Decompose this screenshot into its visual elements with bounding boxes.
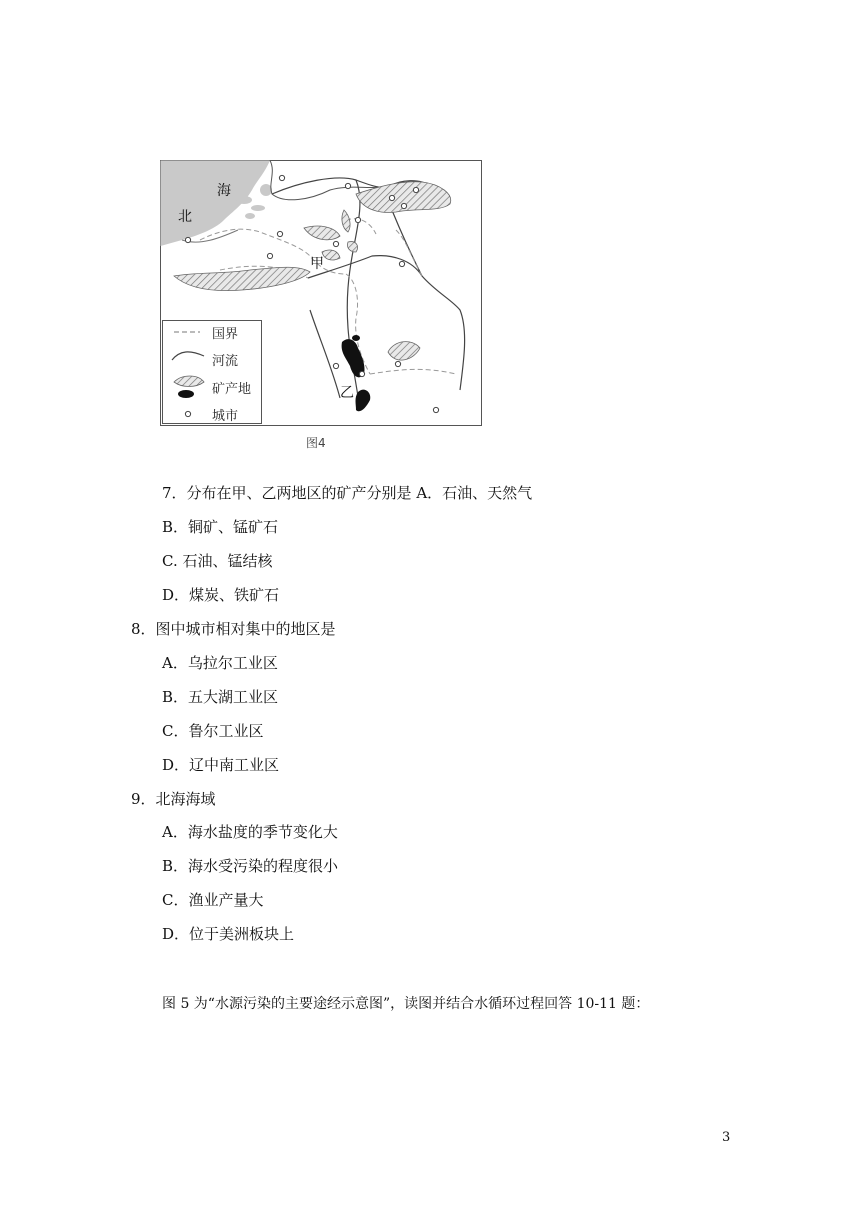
map-figure: [160, 160, 482, 456]
figure-caption: 图4: [306, 436, 326, 450]
question-7-option-b: B．铜矿、锰矿石: [162, 518, 279, 536]
map-drawing: [160, 160, 482, 456]
label-hai: 海: [217, 183, 231, 199]
label-yi: 乙: [340, 385, 354, 401]
question-8-option-c: C．鲁尔工业区: [162, 722, 264, 740]
question-9-option-d: D．位于美洲板块上: [162, 925, 295, 943]
next-section-intro: 图 5 为“水源污染的主要途经示意图”，读图并结合水循环过程回答 10-11 题：: [162, 996, 650, 1012]
question-9-option-b: B．海水受污染的程度很小: [162, 857, 339, 875]
question-7-stem: 7．分布在甲、乙两地区的矿产分别是 A．石油、天然气: [162, 484, 533, 502]
question-8-option-a: A．乌拉尔工业区: [162, 654, 278, 672]
question-7-option-d: D．煤炭、铁矿石: [162, 586, 280, 604]
legend-label-border: 国界: [212, 327, 239, 342]
question-7-option-c: C. 石油、锰结核: [162, 552, 273, 570]
question-9-option-a: A．海水盐度的季节变化大: [162, 823, 338, 841]
page-number: 3: [722, 1130, 731, 1145]
question-8-stem: 8．图中城市相对集中的地区是: [131, 620, 336, 638]
legend-label-city: 城市: [212, 409, 239, 424]
question-9-stem: 9．北海海域: [131, 790, 216, 808]
question-8-option-d: D．辽中南工业区: [162, 756, 280, 774]
label-jia: 甲: [310, 256, 324, 272]
question-8-option-b: B．五大湖工业区: [162, 688, 279, 706]
label-bei: 北: [178, 209, 192, 225]
legend-label-mineral: 矿产地: [212, 382, 252, 397]
legend-label-river: 河流: [212, 354, 239, 369]
question-9-option-c: C．渔业产量大: [162, 891, 264, 909]
